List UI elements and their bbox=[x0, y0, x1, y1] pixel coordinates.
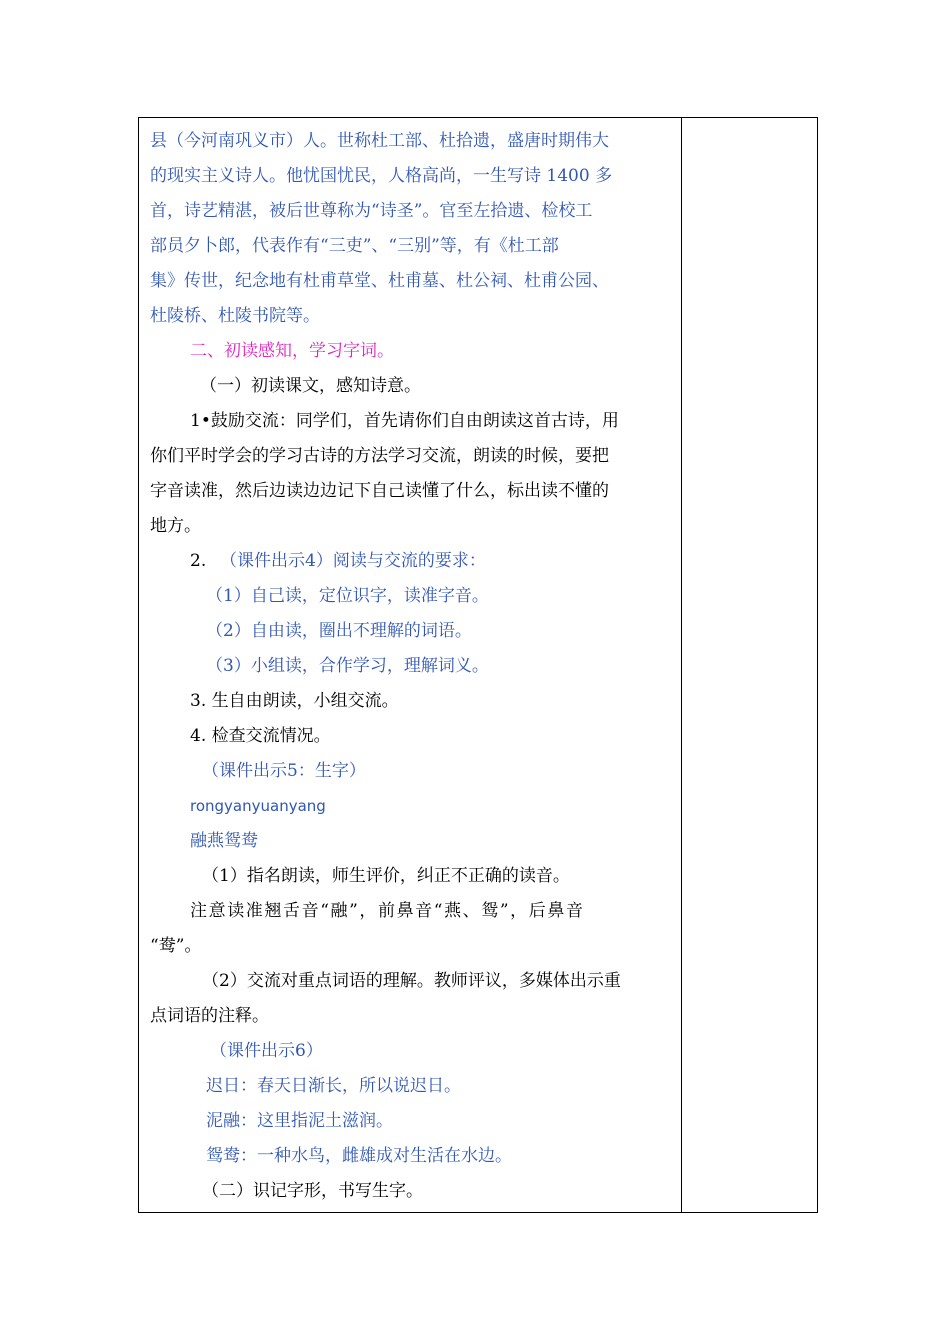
pinyin-line: rongyanyuanyang bbox=[190, 797, 326, 815]
gloss-item: 泥融：这里指泥土滋润。 bbox=[206, 1111, 393, 1131]
subsection-title: （一）初读课文，感知诗意。 bbox=[200, 376, 421, 396]
step-item: 4. 检查交流情况。 bbox=[190, 726, 331, 746]
requirement-item: （1）自己读，定位识字，读准字音。 bbox=[206, 586, 489, 606]
bio-line: 的现实主义诗人。他忧国忧民，人格高尚，一生写诗 1400 多 bbox=[150, 166, 613, 186]
pronunciation-note: “鸯”。 bbox=[150, 936, 202, 956]
requirement-item: （2）自由读，圈出不理解的词语。 bbox=[206, 621, 472, 641]
section-heading: 二、初读感知，学习字词。 bbox=[190, 341, 394, 361]
bio-line: 部员夕卜郎，代表作有“三吏”、“三别”等，有《杜工部 bbox=[150, 236, 559, 256]
step-number: 2. bbox=[190, 551, 207, 571]
requirement-item: （3）小组读，合作学习，理解词义。 bbox=[206, 656, 489, 676]
subsection-title: （二）识记字形，书写生字。 bbox=[202, 1181, 423, 1201]
gloss-item: 迟日：春天日渐长，所以说迟日。 bbox=[206, 1076, 461, 1096]
activity-item: （2）交流对重点词语的理解。教师评议，多媒体出示重 bbox=[202, 971, 621, 991]
pronunciation-note: 注意读准翘舌音“融”，前鼻音“燕、鸳”，后鼻音 bbox=[190, 901, 585, 921]
paragraph-line: 字音读准，然后边读边边记下自己读懂了什么，标出读不懂的 bbox=[150, 481, 609, 501]
slide-note: （课件出示6） bbox=[210, 1041, 323, 1061]
step-item: 3. 生自由朗读，小组交流。 bbox=[190, 691, 399, 711]
slide-note: （课件出示5：生字） bbox=[202, 761, 366, 781]
bio-line: 县（今河南巩义市）人。世称杜工部、杜拾遗，盛唐时期伟大 bbox=[150, 131, 609, 151]
activity-item: 点词语的注释。 bbox=[150, 1006, 269, 1026]
new-characters: 融燕鸳鸯 bbox=[190, 831, 258, 851]
bio-line: 集》传世，纪念地有杜甫草堂、杜甫墓、杜公祠、杜甫公园、 bbox=[150, 271, 609, 291]
table-column-divider bbox=[681, 117, 682, 1213]
paragraph-line: 地方。 bbox=[150, 516, 201, 536]
activity-item: （1）指名朗读，师生评价，纠正不正确的读音。 bbox=[202, 866, 570, 886]
bio-line: 杜陵桥、杜陵书院等。 bbox=[150, 306, 320, 326]
gloss-item: 鸳鸯：一种水鸟，雌雄成对生活在水边。 bbox=[206, 1146, 512, 1166]
paragraph-line: 1•鼓励交流：同学们，首先请你们自由朗读这首古诗，用 bbox=[190, 411, 619, 431]
paragraph-line: 你们平时学会的学习古诗的方法学习交流，朗读的时候，要把 bbox=[150, 446, 609, 466]
bio-line: 首，诗艺精湛，被后世尊称为“诗圣”。官至左拾遗、检校工 bbox=[150, 201, 593, 221]
step-text: （课件出示4）阅读与交流的要求： bbox=[220, 551, 486, 571]
